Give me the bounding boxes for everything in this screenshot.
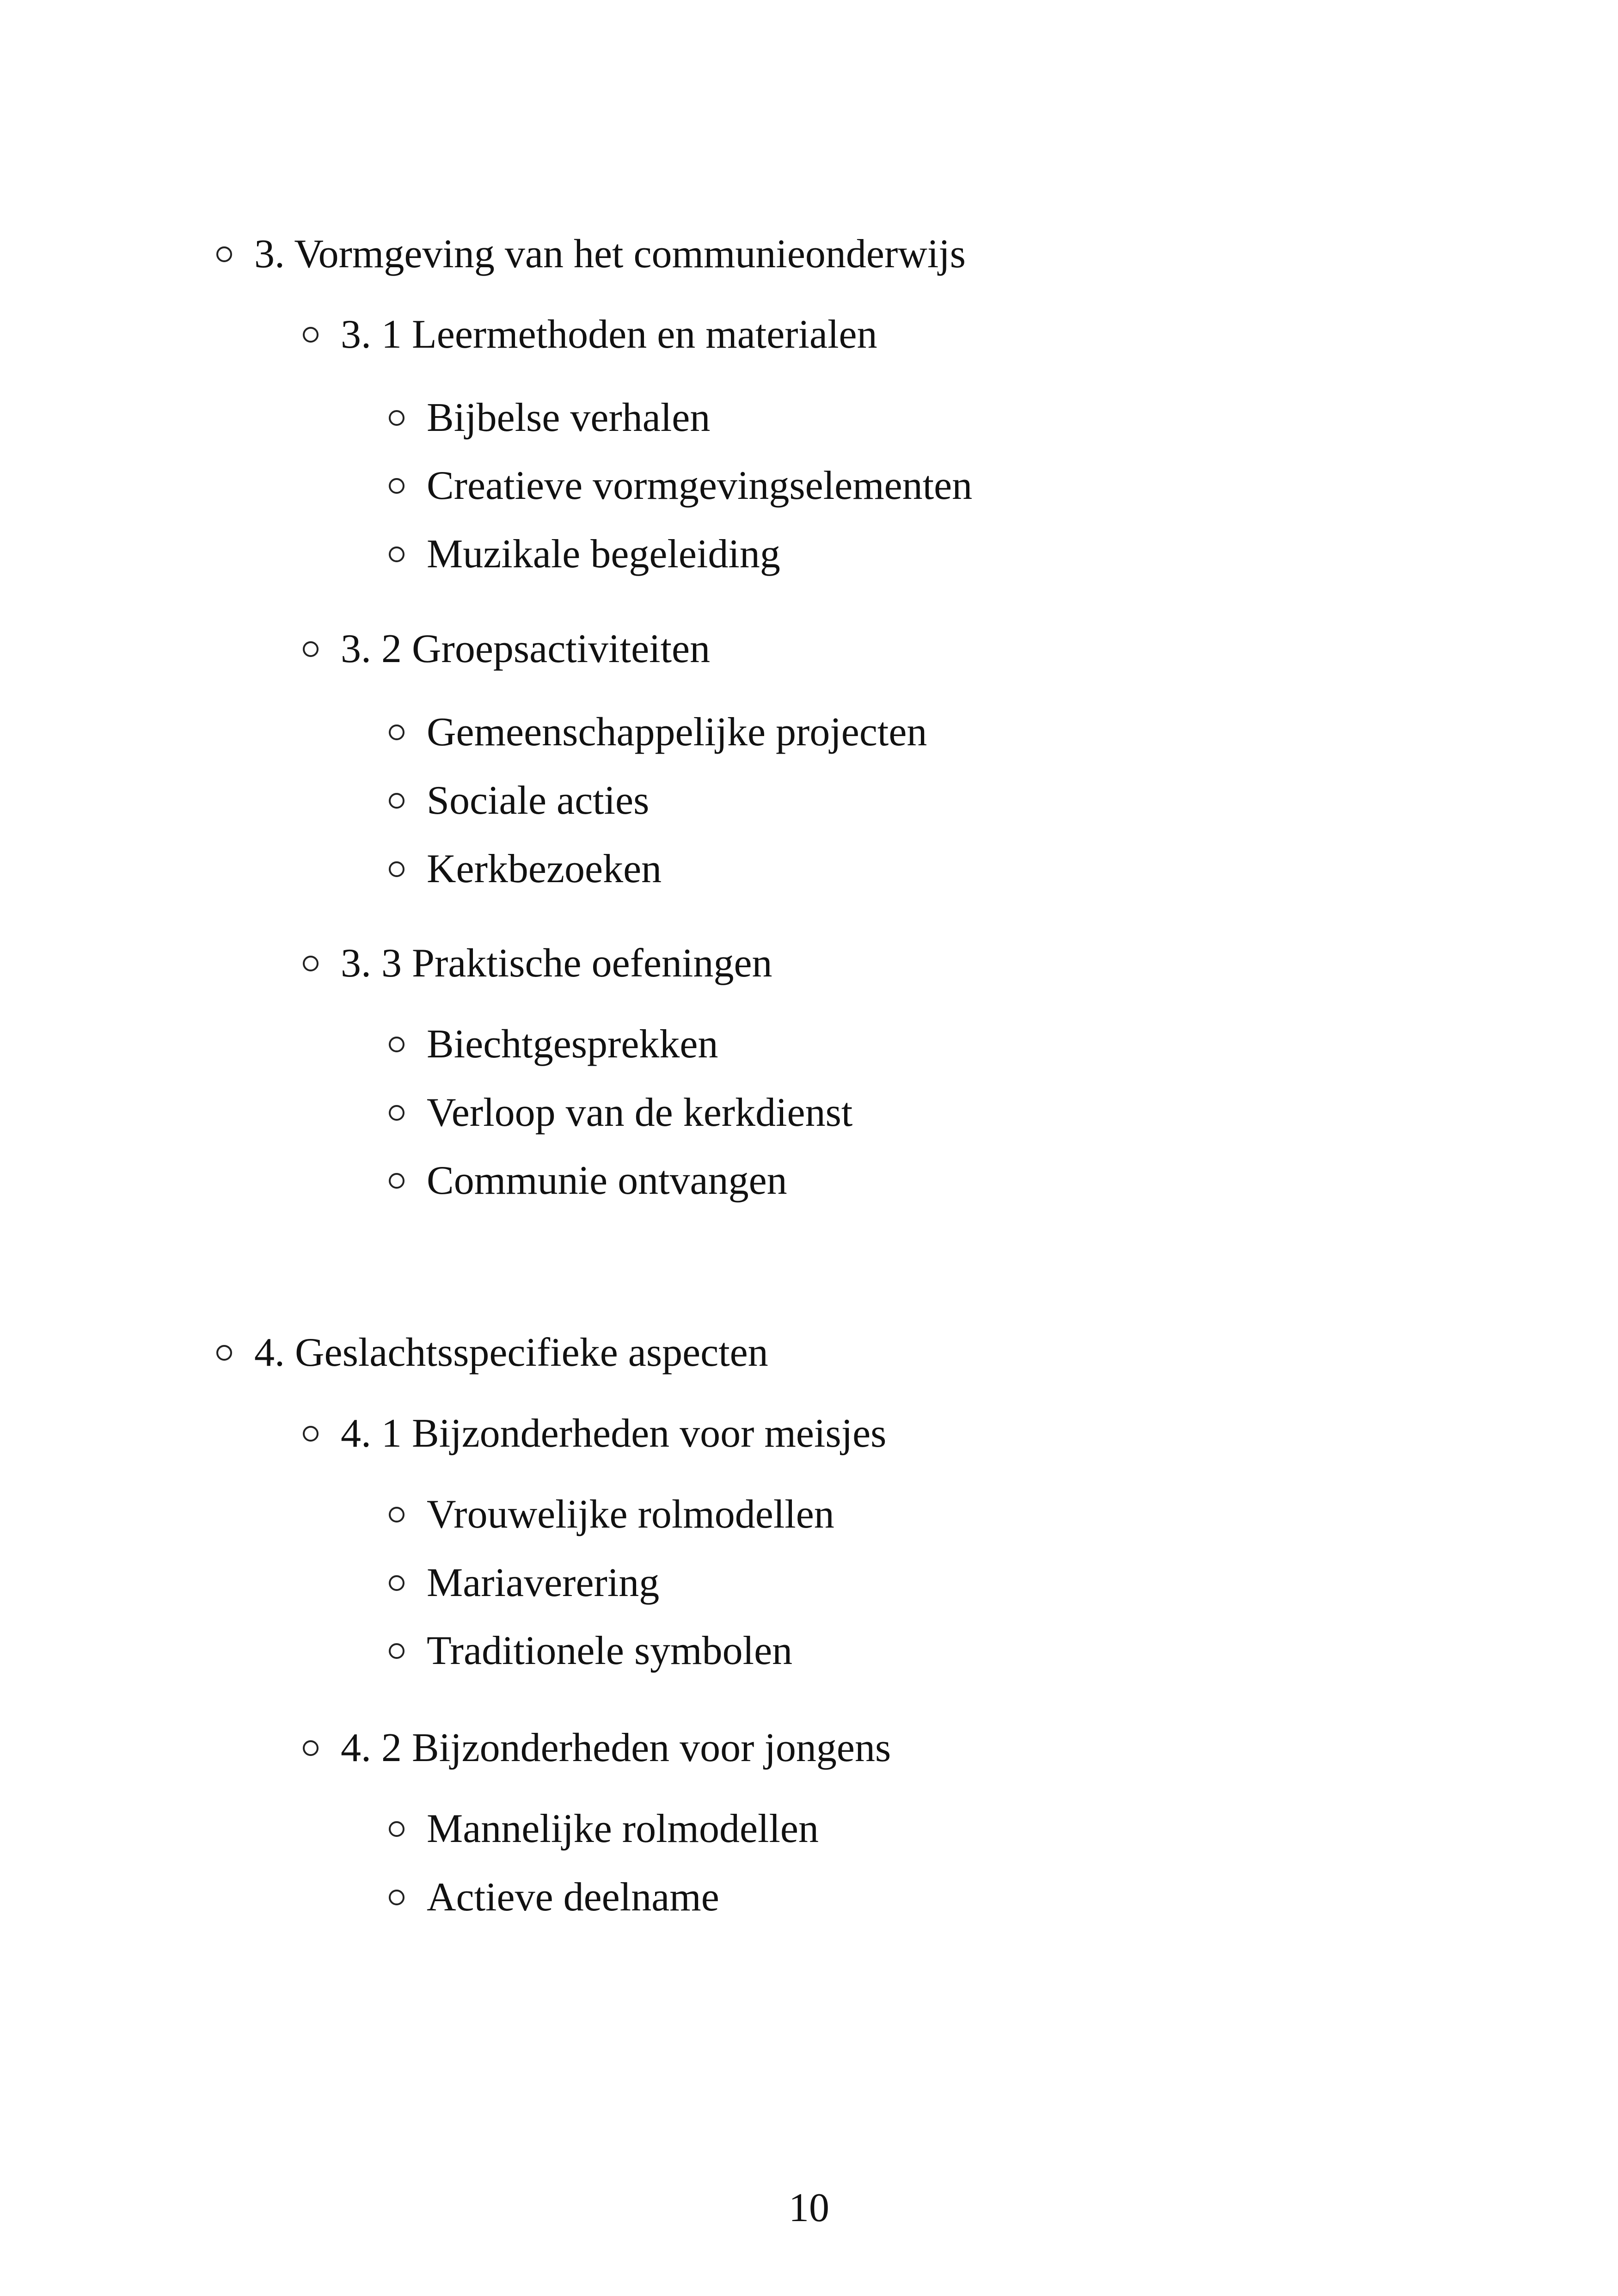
circle-bullet-icon	[389, 1890, 404, 1905]
item-label: Vrouwelijke rolmodellen	[427, 1492, 834, 1537]
item-label: Actieve deelname	[427, 1875, 719, 1920]
outline-item	[389, 1628, 793, 1673]
outline-item	[389, 534, 780, 575]
item-label: Bijbelse verhalen	[427, 395, 711, 440]
circle-bullet-icon	[389, 1037, 404, 1052]
item-label: Sociale acties	[427, 778, 650, 823]
circle-bullet-icon	[303, 1426, 319, 1442]
outline-section-3	[216, 234, 966, 275]
circle-bullet-icon	[303, 1740, 319, 1756]
subsection-title: 4. 2 Bijzonderheden voor jongens	[341, 1725, 891, 1770]
outline-item	[389, 1806, 819, 1851]
item-label: Kerkbezoeken	[427, 847, 662, 891]
item-label: Verloop van de kerkdienst	[427, 1090, 853, 1135]
subsection-title: 3. 2 Groepsactiviteiten	[341, 626, 711, 671]
circle-bullet-icon	[303, 956, 319, 971]
outline-subsection-4-1	[303, 1413, 886, 1454]
outline-item	[389, 1494, 834, 1535]
section-title: 3. Vormgeving van het communieonderwijs	[254, 232, 966, 276]
outline-section-4	[216, 1332, 768, 1373]
circle-bullet-icon	[216, 246, 232, 262]
subsection-title: 3. 1 Leermethoden en materialen	[341, 312, 877, 357]
circle-bullet-icon	[216, 1345, 232, 1361]
circle-bullet-icon	[303, 327, 319, 343]
outline-item	[389, 712, 927, 753]
outline-item	[389, 1024, 718, 1065]
circle-bullet-icon	[389, 1643, 404, 1659]
outline-item	[389, 395, 711, 440]
item-label: Creatieve vormgevingselementen	[427, 463, 973, 508]
circle-bullet-icon	[389, 546, 404, 562]
item-label: Traditionele symbolen	[427, 1628, 793, 1673]
item-label: Muzikale begeleiding	[427, 532, 780, 577]
circle-bullet-icon	[389, 1173, 404, 1189]
outline-subsection-4-2	[303, 1725, 891, 1770]
outline-item	[389, 1160, 787, 1201]
circle-bullet-icon	[389, 478, 404, 494]
outline-item	[389, 1560, 660, 1605]
outline-subsection-3-3	[303, 943, 772, 984]
outline-subsection-3-1	[303, 314, 877, 355]
item-label: Biechtgesprekken	[427, 1022, 718, 1067]
circle-bullet-icon	[389, 861, 404, 877]
circle-bullet-icon	[303, 641, 319, 657]
item-label: Gemeenschappelijke projecten	[427, 710, 927, 755]
section-title: 4. Geslachtsspecifieke aspecten	[254, 1330, 768, 1375]
outline-item	[389, 1877, 719, 1918]
item-label: Mannelijke rolmodellen	[427, 1806, 819, 1851]
circle-bullet-icon	[389, 1105, 404, 1121]
circle-bullet-icon	[389, 724, 404, 740]
subsection-title: 3. 3 Praktische oefeningen	[341, 941, 772, 986]
circle-bullet-icon	[389, 1575, 404, 1591]
circle-bullet-icon	[389, 410, 404, 426]
subsection-title: 4. 1 Bijzonderheden voor meisjes	[341, 1411, 887, 1456]
item-label: Communie ontvangen	[427, 1158, 787, 1203]
outline-item	[389, 1090, 853, 1135]
outline-subsection-3-2	[303, 626, 711, 671]
page-number: 10	[789, 2185, 829, 2230]
circle-bullet-icon	[389, 1507, 404, 1522]
outline-item	[389, 463, 973, 508]
item-label: Mariaverering	[427, 1560, 660, 1605]
outline-item	[389, 780, 649, 821]
circle-bullet-icon	[389, 793, 404, 809]
outline-item	[389, 849, 662, 890]
circle-bullet-icon	[389, 1821, 404, 1837]
